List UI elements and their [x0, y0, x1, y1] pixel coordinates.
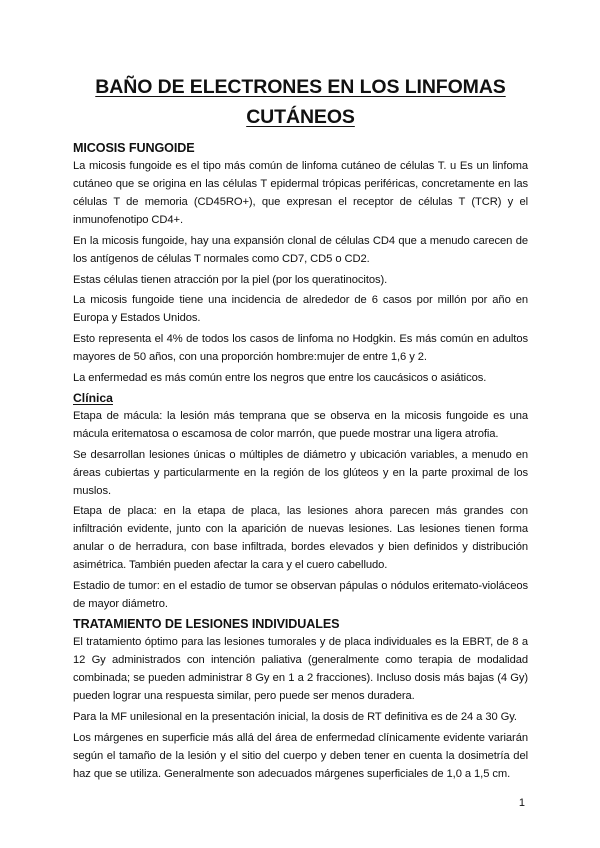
paragraph: Etapa de mácula: la lesión más temprana que se observa en la micosis fungoide es una mácula eritematosa o escamosa de color marrón, que puede mostrar una ligera atrofia.	[73, 409, 528, 440]
section-heading-tratamiento: TRATAMIENTO DE LESIONES INDIVIDUALES	[73, 616, 340, 631]
paragraph: Se desarrollan lesiones únicas o múltiples de diámetro y ubicación variables, a menudo en áreas cubiertas y particularmente en la región de los glúteos y en la parte proximal de los muslos.	[73, 448, 528, 497]
paragraph: Estas células tienen atracción por la piel (por los queratinocitos).	[73, 273, 388, 286]
subsection-heading-clinica: Clínica	[73, 390, 113, 405]
document-title: BAÑO DE ELECTRONES EN LOS LINFOMAS CUTÁNEOS	[95, 76, 506, 128]
document-page	[73, 72, 528, 785]
paragraph: Etapa de placa: en la etapa de placa, las lesiones ahora parecen más grandes con infiltración evidente, junto con la aparición de nuevas lesiones. Las lesiones tienen forma anular o de herradura, con base infiltrada, bordes elevados y bien definidos y distribución asimétrica. También pueden afectar la cara y el cuero cabelludo.	[73, 505, 528, 572]
paragraph: Estadio de tumor: en el estadio de tumor se observan pápulas o nódulos eritemato-violáceos de mayor diámetro.	[73, 580, 528, 611]
paragraph: En la micosis fungoide, hay una expansión clonal de células CD4 que a menudo carecen de los antígenos de células T normales como CD7, CD5 o CD2.	[73, 234, 528, 265]
paragraph: La micosis fungoide es el tipo más común de linfoma cutáneo de células T. u Es un linfoma cutáneo que se origina en las células T epidermal trópicas periféricas, concretamente en las células T de memoria (CD45RO+), que expresan el receptor de células T (TCR) y el inmunofenotipo CD4+.	[73, 160, 528, 226]
paragraph: Esto representa el 4% de todos los casos de linfoma no Hodgkin. Es más común en adultos mayores de 50 años, con una proporción hombre:mujer de entre 1,6 y 2.	[73, 333, 528, 364]
section-heading-micosis-fungoide: MICOSIS FUNGOIDE	[73, 141, 195, 155]
paragraph: La micosis fungoide tiene una incidencia de alrededor de 6 casos por millón por año en Europa y Estados Unidos.	[73, 294, 528, 325]
paragraph: Los márgenes en superficie más allá del área de enfermedad clínicamente evidente variarán según el tamaño de la lesión y el sitio del cuerpo y deben tener en cuenta la dosimetría del haz que se utiliza. Generalmente son adecuados márgenes superficiales de 1,0 a 1,5 cm.	[73, 731, 528, 780]
paragraph: Para la MF unilesional en la presentación inicial, la dosis de RT definitiva es de 24 a 30 Gy.	[73, 710, 517, 723]
page-number: 1	[518, 797, 525, 809]
paragraph: El tratamiento óptimo para las lesiones tumorales y de placa individuales es la EBRT, de 8 a 12 Gy administrados con intención paliativa (generalmente como terapia de modalidad combinada; se pueden administrar 8 Gy en 1 a 2 fracciones). Incluso dosis más bajas (4 Gy) pueden lograr una respuesta similar, pero puede ser menos duradera.	[73, 635, 528, 702]
paragraph: La enfermedad es más común entre los negros que entre los caucásicos o asiáticos.	[73, 371, 487, 384]
